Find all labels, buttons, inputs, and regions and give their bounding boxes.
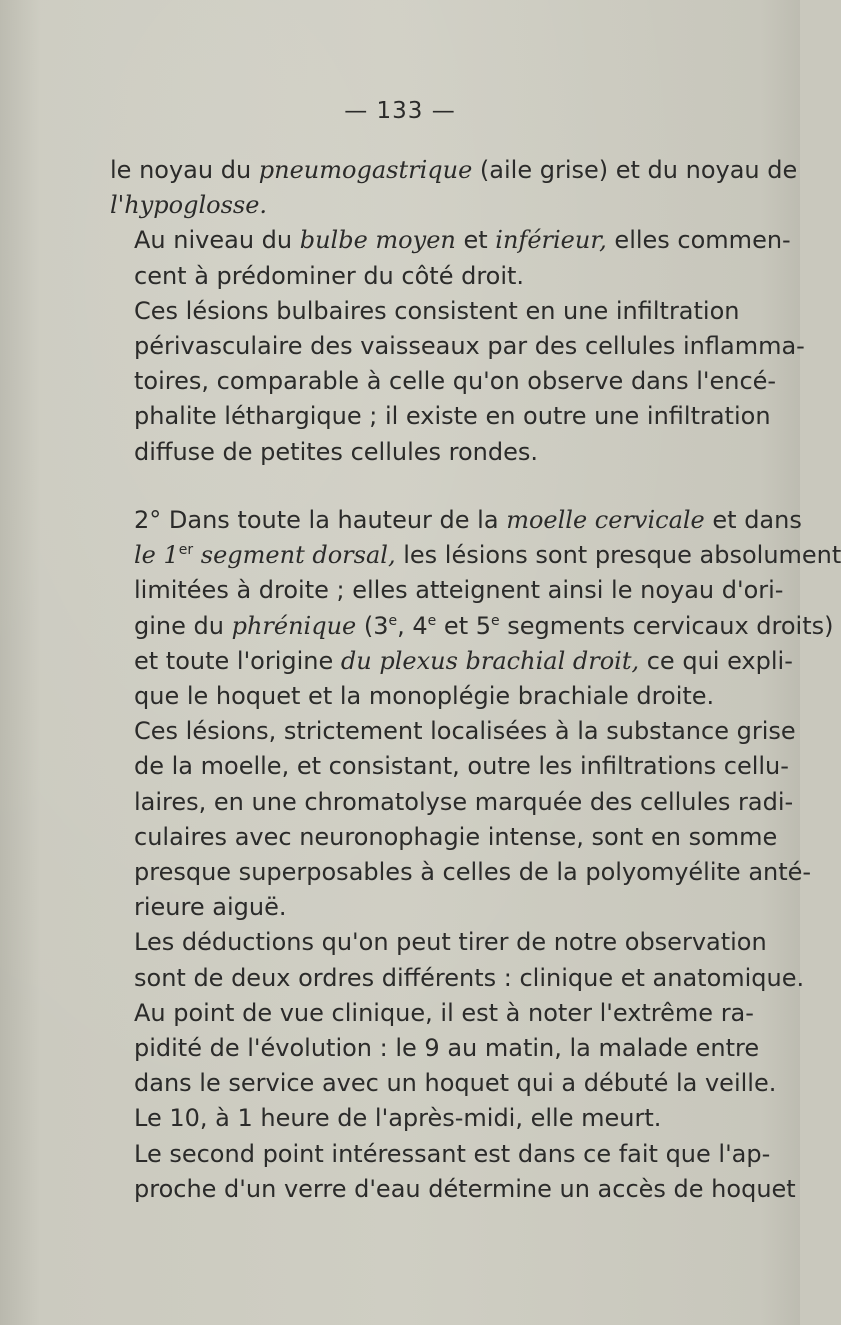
text-line xyxy=(110,820,778,855)
text-run: Ces lésions bulbaires consistent en une infiltration xyxy=(134,296,740,325)
text-run: elles commen- xyxy=(606,226,791,255)
text-run: sont de deux ordres différents : clinique et anatomique. xyxy=(134,963,805,992)
italic-run: l'hypoglosse. xyxy=(110,191,268,220)
text-line xyxy=(110,259,732,294)
text-line xyxy=(110,1031,760,1066)
text-run: les lésions sont presque absolument xyxy=(395,541,841,570)
paragraph xyxy=(110,714,812,925)
superscript: er xyxy=(178,542,194,559)
text-line xyxy=(110,294,740,329)
text-run: ce qui expli- xyxy=(639,646,793,675)
text-run: diffuse de petites cellules rondes. xyxy=(134,437,539,466)
text-line xyxy=(110,609,834,644)
text-run: gine du xyxy=(134,611,232,640)
paragraph xyxy=(110,503,841,714)
text-line xyxy=(110,855,812,890)
text-line xyxy=(110,538,841,573)
italic-run: le 1 xyxy=(134,541,179,570)
text-run: que le hoquet et la monoplégie brachiale droite. xyxy=(134,682,715,711)
superscript: e xyxy=(491,612,500,629)
text-run: segments cervicaux droits) xyxy=(499,611,834,640)
text-run: Au point de vue clinique, il est à noter l'extrême ra- xyxy=(134,998,754,1027)
text-line xyxy=(110,1172,796,1207)
text-run: de la moelle, et consistant, outre les infiltrations cellu- xyxy=(134,752,789,781)
text-line xyxy=(110,714,796,749)
italic-run: segment dorsal, xyxy=(193,541,396,570)
paragraph xyxy=(110,223,791,293)
paragraph xyxy=(110,294,805,470)
text-run: pidité de l'évolution : le 9 au matin, la malade entre xyxy=(134,1034,760,1063)
text-run: Au niveau du xyxy=(134,226,300,255)
text-line xyxy=(110,785,794,820)
text-line xyxy=(110,153,798,188)
text-run: limitées à droite ; elles atteignent ainsi le noyau d'ori- xyxy=(134,576,784,605)
text-line xyxy=(110,1066,777,1101)
text-line xyxy=(110,679,732,714)
text-run: (aile grise) et du noyau de xyxy=(472,156,798,184)
page-number: — 133 — xyxy=(344,98,456,124)
text-block-upper xyxy=(110,153,805,470)
text-run: et xyxy=(455,226,496,255)
text-line xyxy=(110,890,732,925)
text-line xyxy=(110,188,732,223)
text-run: laires, en une chromatolyse marquée des cellules radi- xyxy=(134,787,794,816)
text-run: toires, comparable à celle qu'on observe dans l'encé- xyxy=(134,367,777,396)
paragraph xyxy=(110,925,805,995)
text-run: proche d'un verre d'eau détermine un accès de hoquet xyxy=(134,1174,796,1203)
superscript: e xyxy=(388,612,398,629)
text-line xyxy=(110,1137,771,1172)
text-run: cent à prédominer du côté droit. xyxy=(134,261,525,290)
italic-run: pneumogastrique xyxy=(258,156,473,184)
text-run: et 5 xyxy=(436,611,491,640)
text-run: presque superposables à celles de la polyomyélite anté- xyxy=(134,858,812,887)
text-line xyxy=(110,644,793,679)
text-line xyxy=(110,329,805,364)
italic-run: inférieur, xyxy=(495,226,607,255)
italic-run: bulbe moyen xyxy=(299,226,456,255)
text-line xyxy=(110,573,784,608)
italic-run: moelle cervicale xyxy=(506,506,705,534)
text-line xyxy=(110,996,754,1031)
text-run: le noyau du xyxy=(110,156,259,184)
text-run: 2° Dans toute la hauteur de la xyxy=(134,506,507,534)
text-line xyxy=(110,925,767,960)
text-line xyxy=(110,503,802,538)
paragraph xyxy=(110,1137,796,1207)
text-line xyxy=(110,435,732,470)
text-run: Le second point intéressant est dans ce fait que l'ap- xyxy=(134,1139,771,1168)
text-run: rieure aiguë. xyxy=(134,893,287,922)
text-line xyxy=(110,749,789,784)
text-line xyxy=(110,961,805,996)
text-run: (3 xyxy=(356,611,389,640)
text-run: Ces lésions, strictement localisées à la substance grise xyxy=(134,717,796,746)
text-run: culaires avec neuronophagie intense, sont en somme xyxy=(134,822,778,851)
text-run: Le 10, à 1 heure de l'après-midi, elle meurt. xyxy=(134,1104,662,1133)
superscript: e xyxy=(427,612,437,629)
paragraph xyxy=(110,996,777,1137)
text-line xyxy=(110,223,791,258)
text-block-lower xyxy=(110,503,841,1207)
text-line xyxy=(110,399,771,434)
text-run: périvasculaire des vaisseaux par des cellules inflamma- xyxy=(134,332,805,361)
text-run: phalite léthargique ; il existe en outre une infiltration xyxy=(134,402,771,431)
text-run: dans le service avec un hoquet qui a débuté la veille. xyxy=(134,1069,777,1098)
text-run: et dans xyxy=(704,506,802,534)
italic-run: du plexus brachial droit, xyxy=(340,646,640,675)
paragraph xyxy=(110,153,798,223)
text-run: et toute l'origine xyxy=(134,646,341,675)
text-run: , 4 xyxy=(397,611,428,640)
text-run: Les déductions qu'on peut tirer de notre observation xyxy=(134,928,767,957)
text-line xyxy=(110,364,777,399)
text-line xyxy=(110,1101,732,1136)
italic-run: phrénique xyxy=(231,611,357,640)
